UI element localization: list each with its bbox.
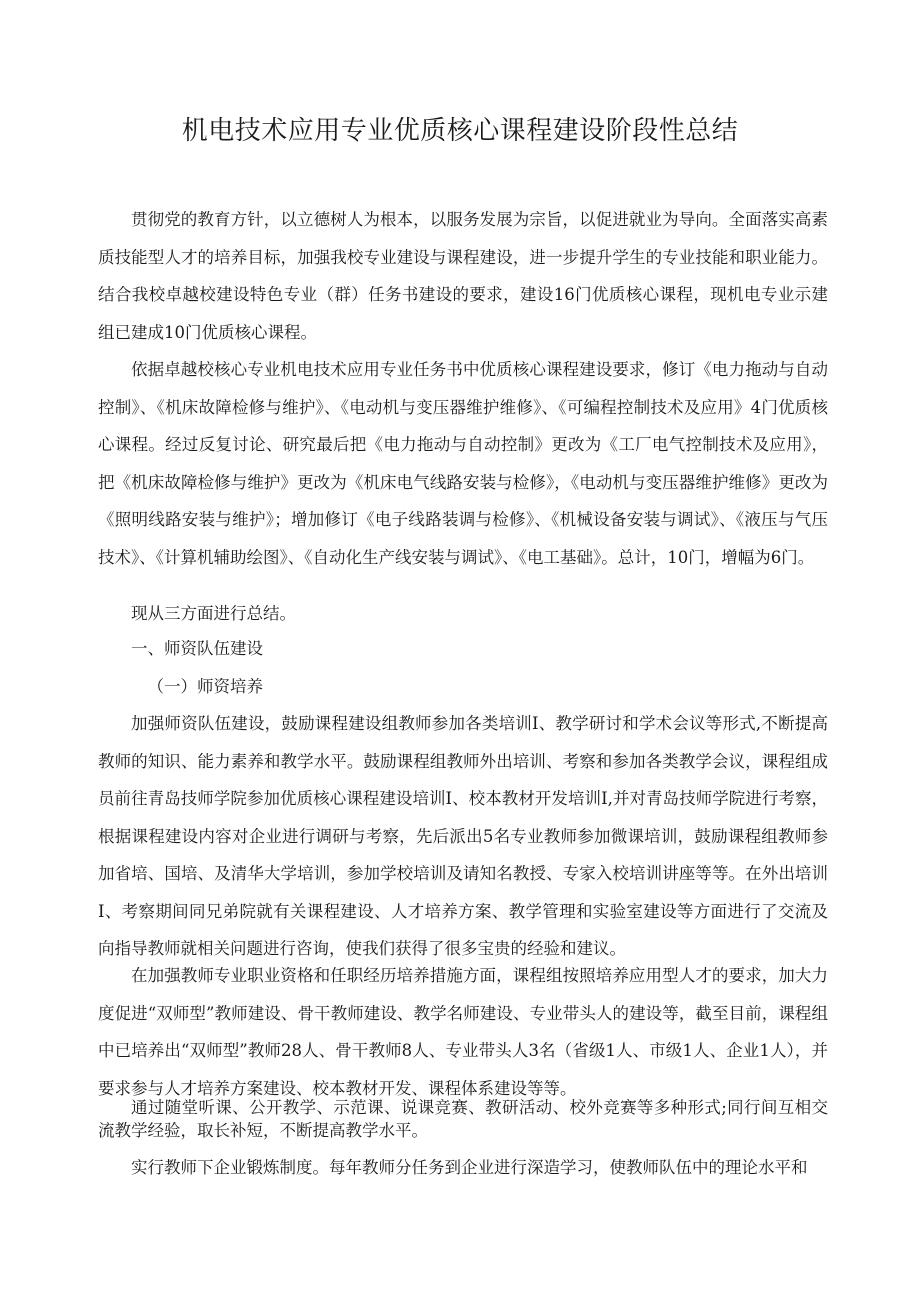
paragraph-course-revision: 依据卓越校核心专业机电技术应用专业任务书中优质核心课程建设要求，修订《电力拖动与自动控制》、《机床故障检修与维护》、《电动机与变压器维护维修》、《可编程控制技术及应用》4门优质核心课程。经过反复讨论、研究最后把《电力拖动与自动控制》更改为《工厂电气控制技术及应用》，把《机床故障检修与维护》更改为《机床电气线路安装与检修》，《电动机与变压器维护维修》更改为《照明线路安装与维护》；增加修订《电子线路装调与检修》、《机械设备安装与调试》、《液压与气压技术》、《计算机辅助绘图》、《自动化生产线安装与调试》、《电工基础》。总计，10门，增幅为6门。 <box>98 360 828 567</box>
paragraph-teaching-exchange: 通过随堂听课、公开教学、示范课、说课竞赛、教研活动、校外竞赛等多种形式;同行间互相交流教学经验，取长补短，不断提高教学水平。 <box>98 1098 828 1140</box>
paragraph-intro: 贯彻党的教育方针，以立德树人为根本，以服务发展为宗旨，以促进就业为导向。全面落实高素质技能型人才的培养目标，加强我校专业建设与课程建设，进一步提升学生的专业技能和职业能力。结合我校卓越校建设特色专业（群）任务书建设的要求，建设16门优质核心课程，现机电专业示建组已建成10门优质核心课程。 <box>98 210 828 342</box>
section-heading-faculty: 一、师资队伍建设 <box>131 639 263 658</box>
subsection-heading-training: （一）师资培养 <box>147 677 263 696</box>
paragraph-summary-lead: 现从三方面进行总结。 <box>131 604 296 623</box>
paragraph-enterprise-practice: 实行教师下企业锻炼制度。每年教师分任务到企业进行深造学习，使教师队伍中的理论水平和 <box>131 1158 808 1177</box>
paragraph-qualifications: 在加强教师专业职业资格和任职经历培养措施方面，课程组按照培养应用型人才的要求，加大力度促进“双师型”教师建设、骨干教师建设、教学名师建设、专业带头人的建设等，截至目前，课程组中已培养出“双师型”教师28人、骨干教师8人、专业带头人3名（省级1人、市级1人、企业1人），并要求参与人才培养方案建设、校本教材开发、课程体系建设等等。 <box>98 966 828 1098</box>
document-title: 机电技术应用专业优质核心课程建设阶段性总结 <box>181 116 739 146</box>
paragraph-training: 加强师资队伍建设，鼓励课程建设组教师参加各类培训I、教学研讨和学术会议等形式,不断提高教师的知识、能力素养和教学水平。鼓励课程组教师外出培训、考察和参加各类教学会议，课程组成员前往青岛技师学院参加优质核心课程建设培训I、校本教材开发培训I,并对青岛技师学院进行考察，根据课程建设内容对企业进行调研与考察，先后派出5名专业教师参加微课培训，鼓励课程组教师参加省培、国培、及清华大学培训，参加学校培训及请知名教授、专家入校培训讲座等等。在外出培训I、考察期间同兄弟院就有关课程建设、人才培养方案、教学管理和实验室建设等方面进行了交流及向指导教师就相关问题进行咨询，使我们获得了很多宝贵的经验和建议。 <box>98 714 828 958</box>
